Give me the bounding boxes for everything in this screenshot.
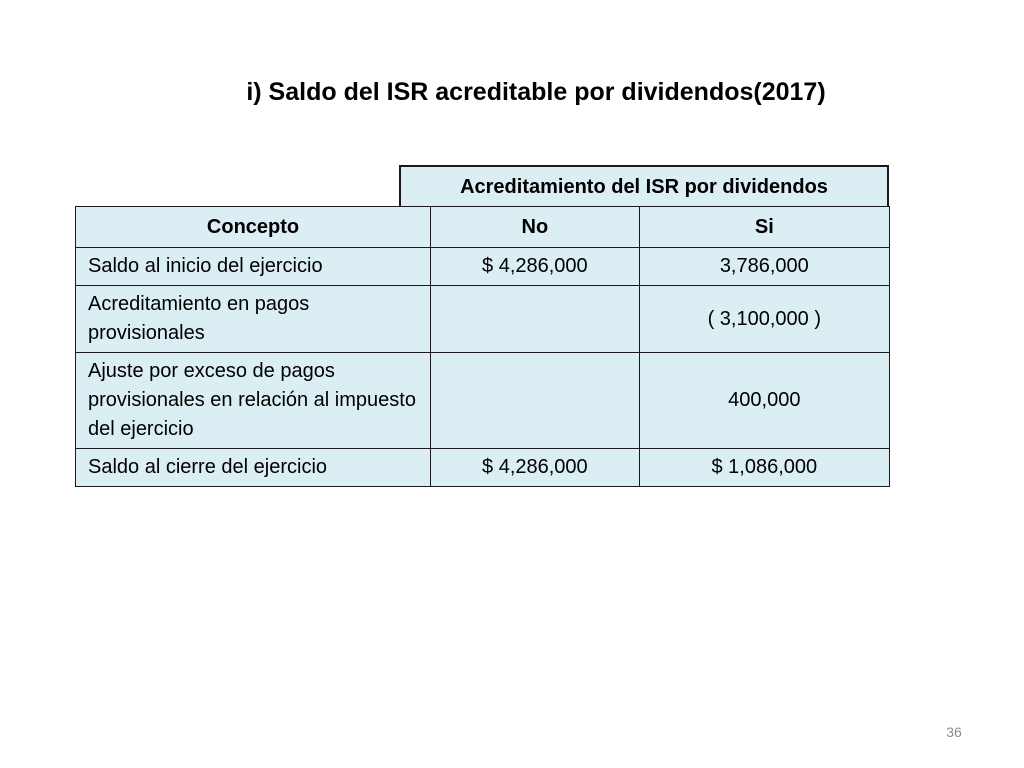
isr-table (75, 206, 890, 487)
table-header-row (76, 207, 890, 248)
cell-si: ( 3,100,000 ) (639, 286, 889, 353)
cell-no (431, 353, 640, 449)
table-group-header: Acreditamiento del ISR por dividendos (399, 165, 889, 207)
table-row (76, 449, 890, 487)
cell-si: 400,000 (639, 353, 889, 449)
table-row (76, 353, 890, 449)
cell-si: $ 1,086,000 (639, 449, 889, 487)
cell-no: $ 4,286,000 (431, 248, 640, 286)
cell-no (431, 286, 640, 353)
table-row (76, 248, 890, 286)
cell-concepto: Saldo al inicio del ejercicio (76, 248, 431, 286)
cell-si: 3,786,000 (639, 248, 889, 286)
column-header-no: No (431, 207, 640, 248)
cell-concepto: Acreditamiento en pagos provisionales (76, 286, 431, 353)
cell-concepto: Saldo al cierre del ejercicio (76, 449, 431, 487)
column-header-si: Si (639, 207, 889, 248)
table-row (76, 286, 890, 353)
cell-no: $ 4,286,000 (431, 449, 640, 487)
cell-concepto: Ajuste por exceso de pagos provisionales en relación al impuesto del ejercicio (76, 353, 431, 449)
column-header-concepto: Concepto (76, 207, 431, 248)
slide-title: i) Saldo del ISR acreditable por dividendos(2017) (246, 78, 826, 106)
page-number: 36 (946, 724, 962, 740)
